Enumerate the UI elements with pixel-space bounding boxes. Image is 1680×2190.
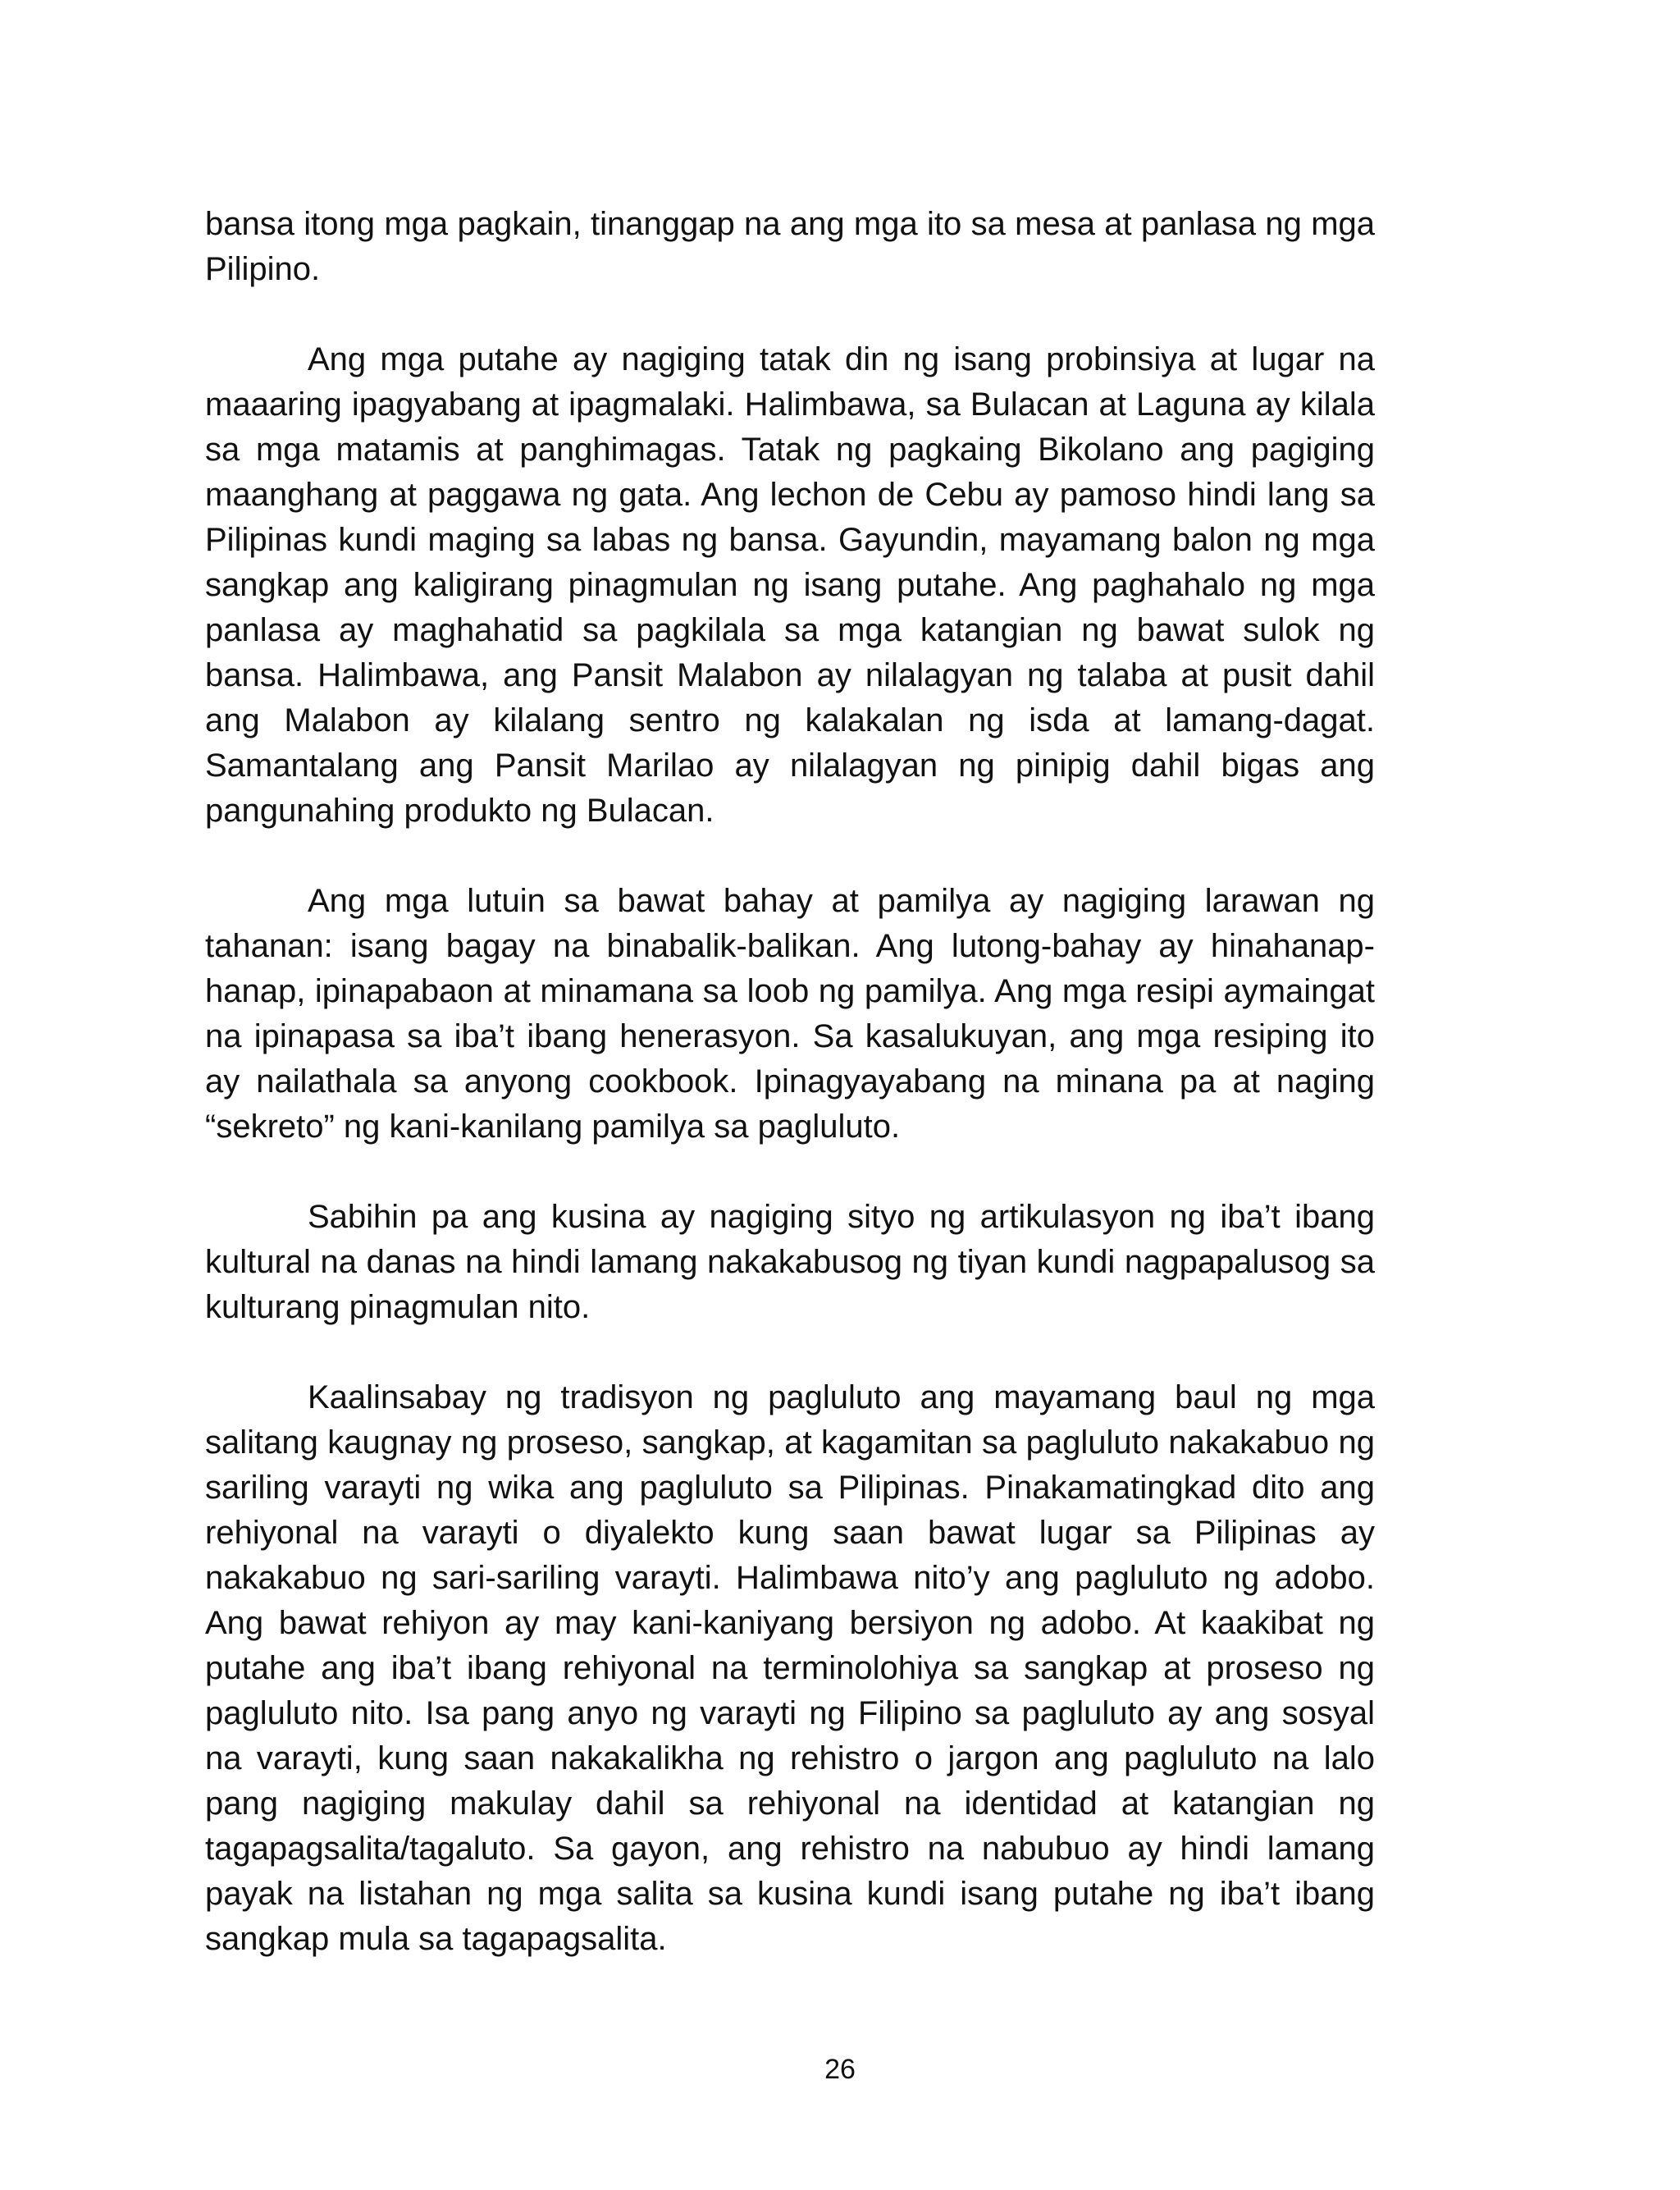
paragraph-kusina: Sabihin pa ang kusina ay nagiging sityo ng artikulasyon ng iba’t ibang kultural na danas na hindi lamang nakakabusog ng tiyan kundi nagpapalusog sa kulturang pinagmulan nito. xyxy=(205,1199,1375,1325)
paragraph-continuation: bansa itong mga pagkain, tinanggap na ang mga ito sa mesa at panlasa ng mga Pilipino. xyxy=(205,206,1375,287)
paragraph-lutuin: Ang mga lutuin sa bawat bahay at pamilya ay nagiging larawan ng tahanan: isang bagay na binabalik-balikan. Ang lutong-bahay ay hinahanap-hanap, ipinapabaon at minamana sa loob ng pamilya. Ang mga resipi aymaingat na ipinapasa sa iba’t ibang henerasyon. Sa kasalukuyan, ang mga resiping ito ay nailathala sa anyong cookbook. Ipinagyayabang na minana pa at naging “sekreto” ng kani-kanilang pamilya sa pagluluto. xyxy=(205,883,1375,1145)
page-number: 26 xyxy=(824,2054,856,2085)
body-text xyxy=(205,202,1375,1962)
paragraph-putahe: Ang mga putahe ay nagiging tatak din ng isang probinsiya at lugar na maaaring ipagyabang at ipagmalaki. Halimbawa, sa Bulacan at Laguna ay kilala sa mga matamis at panghimagas. Tatak ng pagkaing Bikolano ang pagiging maanghang at paggawa ng gata. Ang lechon de Cebu ay pamoso hindi lang sa Pilipinas kundi maging sa labas ng bansa. Gayundin, mayamang balon ng mga sangkap ang kaligirang pinagmulan ng isang putahe. Ang paghahalo ng mga panlasa ay maghahatid sa pagkilala sa mga katangian ng bawat sulok ng bansa. Halimbawa, ang Pansit Malabon ay nilalagyan ng talaba at pusit dahil ang Malabon ay kilalang sentro ng kalakalan ng isda at lamang-dagat. Samantalang ang Pansit Marilao ay nilalagyan ng pinipig dahil bigas ang pangunahing produkto ng Bulacan. xyxy=(205,341,1375,829)
paragraph-varayti: Kaalinsabay ng tradisyon ng pagluluto ang mayamang baul ng mga salitang kaugnay ng proseso, sangkap, at kagamitan sa pagluluto nakakabuo ng sariling varayti ng wika ang pagluluto sa Pilipinas. Pinakamatingkad dito ang rehiyonal na varayti o diyalekto kung saan bawat lugar sa Pilipinas ay nakakabuo ng sari-sariling varayti. Halimbawa nito’y ang pagluluto ng adobo. Ang bawat rehiyon ay may kani-kaniyang bersiyon ng adobo. At kaakibat ng putahe ang iba’t ibang rehiyonal na terminolohiya sa sangkap at proseso ng pagluluto nito. Isa pang anyo ng varayti ng Filipino sa pagluluto ay ang sosyal na varayti, kung saan nakakalikha ng rehistro o jargon ang pagluluto na lalo pang nagiging makulay dahil sa rehiyonal na identidad at katangian ng tagapagsalita/tagaluto. Sa gayon, ang rehistro na nabubuo ay hindi lamang payak na listahan ng mga salita sa kusina kundi isang putahe ng iba’t ibang sangkap mula sa tagapagsalita. xyxy=(205,1379,1375,1957)
